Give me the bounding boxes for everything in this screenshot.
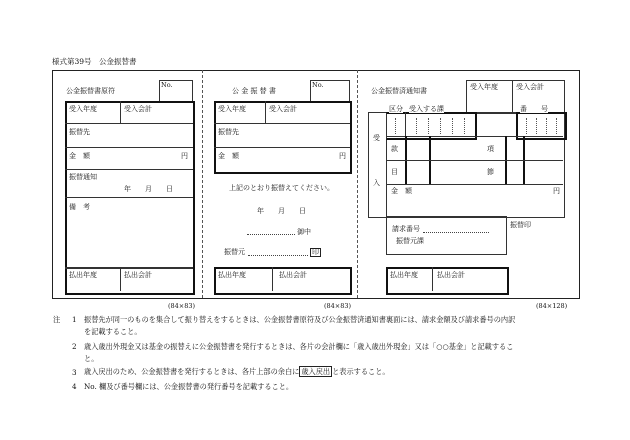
panel1-notice: 振替通知 — [69, 173, 97, 181]
panel2-transfer-to: 振替先 — [218, 128, 239, 136]
note-4-number: 4 — [72, 382, 77, 391]
panel3-number: 番 号 — [520, 105, 548, 113]
panel1-notice-date: 年 月 日 — [124, 185, 173, 193]
note-2-line-1: 歳入歳出外現金又は基金の振替えに公金振替書を発行するときは、各片の会計欄に「歳入歳出外現金」又は「○○基金」と記載するこ — [84, 342, 514, 351]
panel2-pay-year: 払出年度 — [218, 271, 246, 279]
panel3-setsu: 節 — [487, 168, 494, 176]
panel2-amount: 金 額 — [218, 152, 239, 160]
note-1-line-2: を記載すること。 — [84, 327, 142, 336]
panel3-source-section: 振替元課 — [396, 237, 424, 245]
note-3-text — [84, 368, 390, 375]
form-title: 様式第39号 公金振替書 — [52, 57, 137, 66]
panel1-transfer-to: 振替先 — [69, 128, 90, 136]
panel1-receive-account: 受入会計 — [124, 105, 152, 113]
panel2-date: 年 月 日 — [257, 207, 306, 215]
panel3-kou: 項 — [487, 145, 494, 153]
panel3-kan: 款 — [391, 145, 398, 153]
panel2-transfer-from: 振替元 — [224, 248, 245, 256]
panel1-amount: 金 額 — [69, 152, 90, 160]
panel3-receive-year: 受入年度 — [470, 83, 498, 91]
panel2-yen: 円 — [339, 152, 346, 160]
panel1-receive-year: 受入年度 — [69, 105, 97, 113]
panel2-pay-account: 払出会計 — [279, 271, 307, 279]
panel2-seal: 印 — [312, 248, 319, 256]
panel3-receive-account: 受入会計 — [516, 83, 544, 91]
panel3-uke: 受 — [373, 134, 380, 142]
panel3-receive-section: 受入する課 — [409, 105, 444, 113]
panel3-title: 公金振替済通知書 — [371, 87, 427, 95]
note-1-number: 1 — [72, 315, 77, 324]
panel3-pay-year: 払出年度 — [390, 271, 418, 279]
note-3-pre: 歳入戻出のため、公金振替書を発行するときは、各片上部の余白に — [84, 367, 300, 376]
panel2-onchu: 御中 — [297, 228, 311, 236]
panel2-size: (84×83) — [324, 302, 352, 310]
panel3-size: (84×128) — [536, 302, 568, 310]
note-2-line-2: と。 — [84, 354, 99, 363]
panel1-yen: 円 — [181, 152, 188, 160]
note-3-number: 3 — [72, 368, 77, 377]
panel2-receive-account: 受入会計 — [269, 105, 297, 113]
panel1-pay-year: 払出年度 — [69, 271, 97, 279]
notes-label: 注 — [53, 315, 61, 324]
panel3-yen: 円 — [553, 187, 560, 195]
panel3-transfer-stamp: 振替印 — [510, 221, 531, 229]
panel2-statement: 上記のとおり振替えてください。 — [229, 184, 334, 192]
panel1-remarks: 備 考 — [69, 203, 90, 211]
panel1-title: 公金振替書原符 — [66, 87, 115, 95]
panel2-no-label: No. — [312, 81, 324, 89]
panel3-moku: 目 — [391, 168, 398, 176]
note-1-line-1: 振替先が同一のものを集合して振り替えをするときは、公金振替書原符及び公金振替済通知書裏面には、請求金額及び請求番号の内訳 — [84, 315, 516, 324]
panel3-division: 区分 — [389, 105, 403, 113]
panel-separator-2 — [357, 70, 358, 298]
panel1-pay-account: 払出会計 — [124, 271, 152, 279]
panel1-no-label: No. — [161, 81, 173, 89]
panel3-iri: 入 — [373, 179, 380, 187]
panel-separator-1 — [202, 70, 203, 298]
note-2-number: 2 — [72, 342, 77, 351]
panel3-pay-account: 払出会計 — [437, 271, 465, 279]
panel3-request-box — [386, 216, 507, 255]
panel2-title: 公 金 振 替 書 — [232, 87, 276, 95]
note-4-line-1: No. 欄及び番号欄には、公金振替書の発行番号を記載すること。 — [84, 382, 294, 391]
panel3-amount: 金 額 — [391, 187, 412, 195]
panel2-receive-year: 受入年度 — [218, 105, 246, 113]
note-3-boxed-label: 歳入戻出 — [301, 367, 331, 376]
note-3-post: と表示すること。 — [332, 367, 390, 376]
panel3-request-number: 請求番号 — [392, 225, 420, 233]
panel1-size: (84×83) — [168, 302, 196, 310]
